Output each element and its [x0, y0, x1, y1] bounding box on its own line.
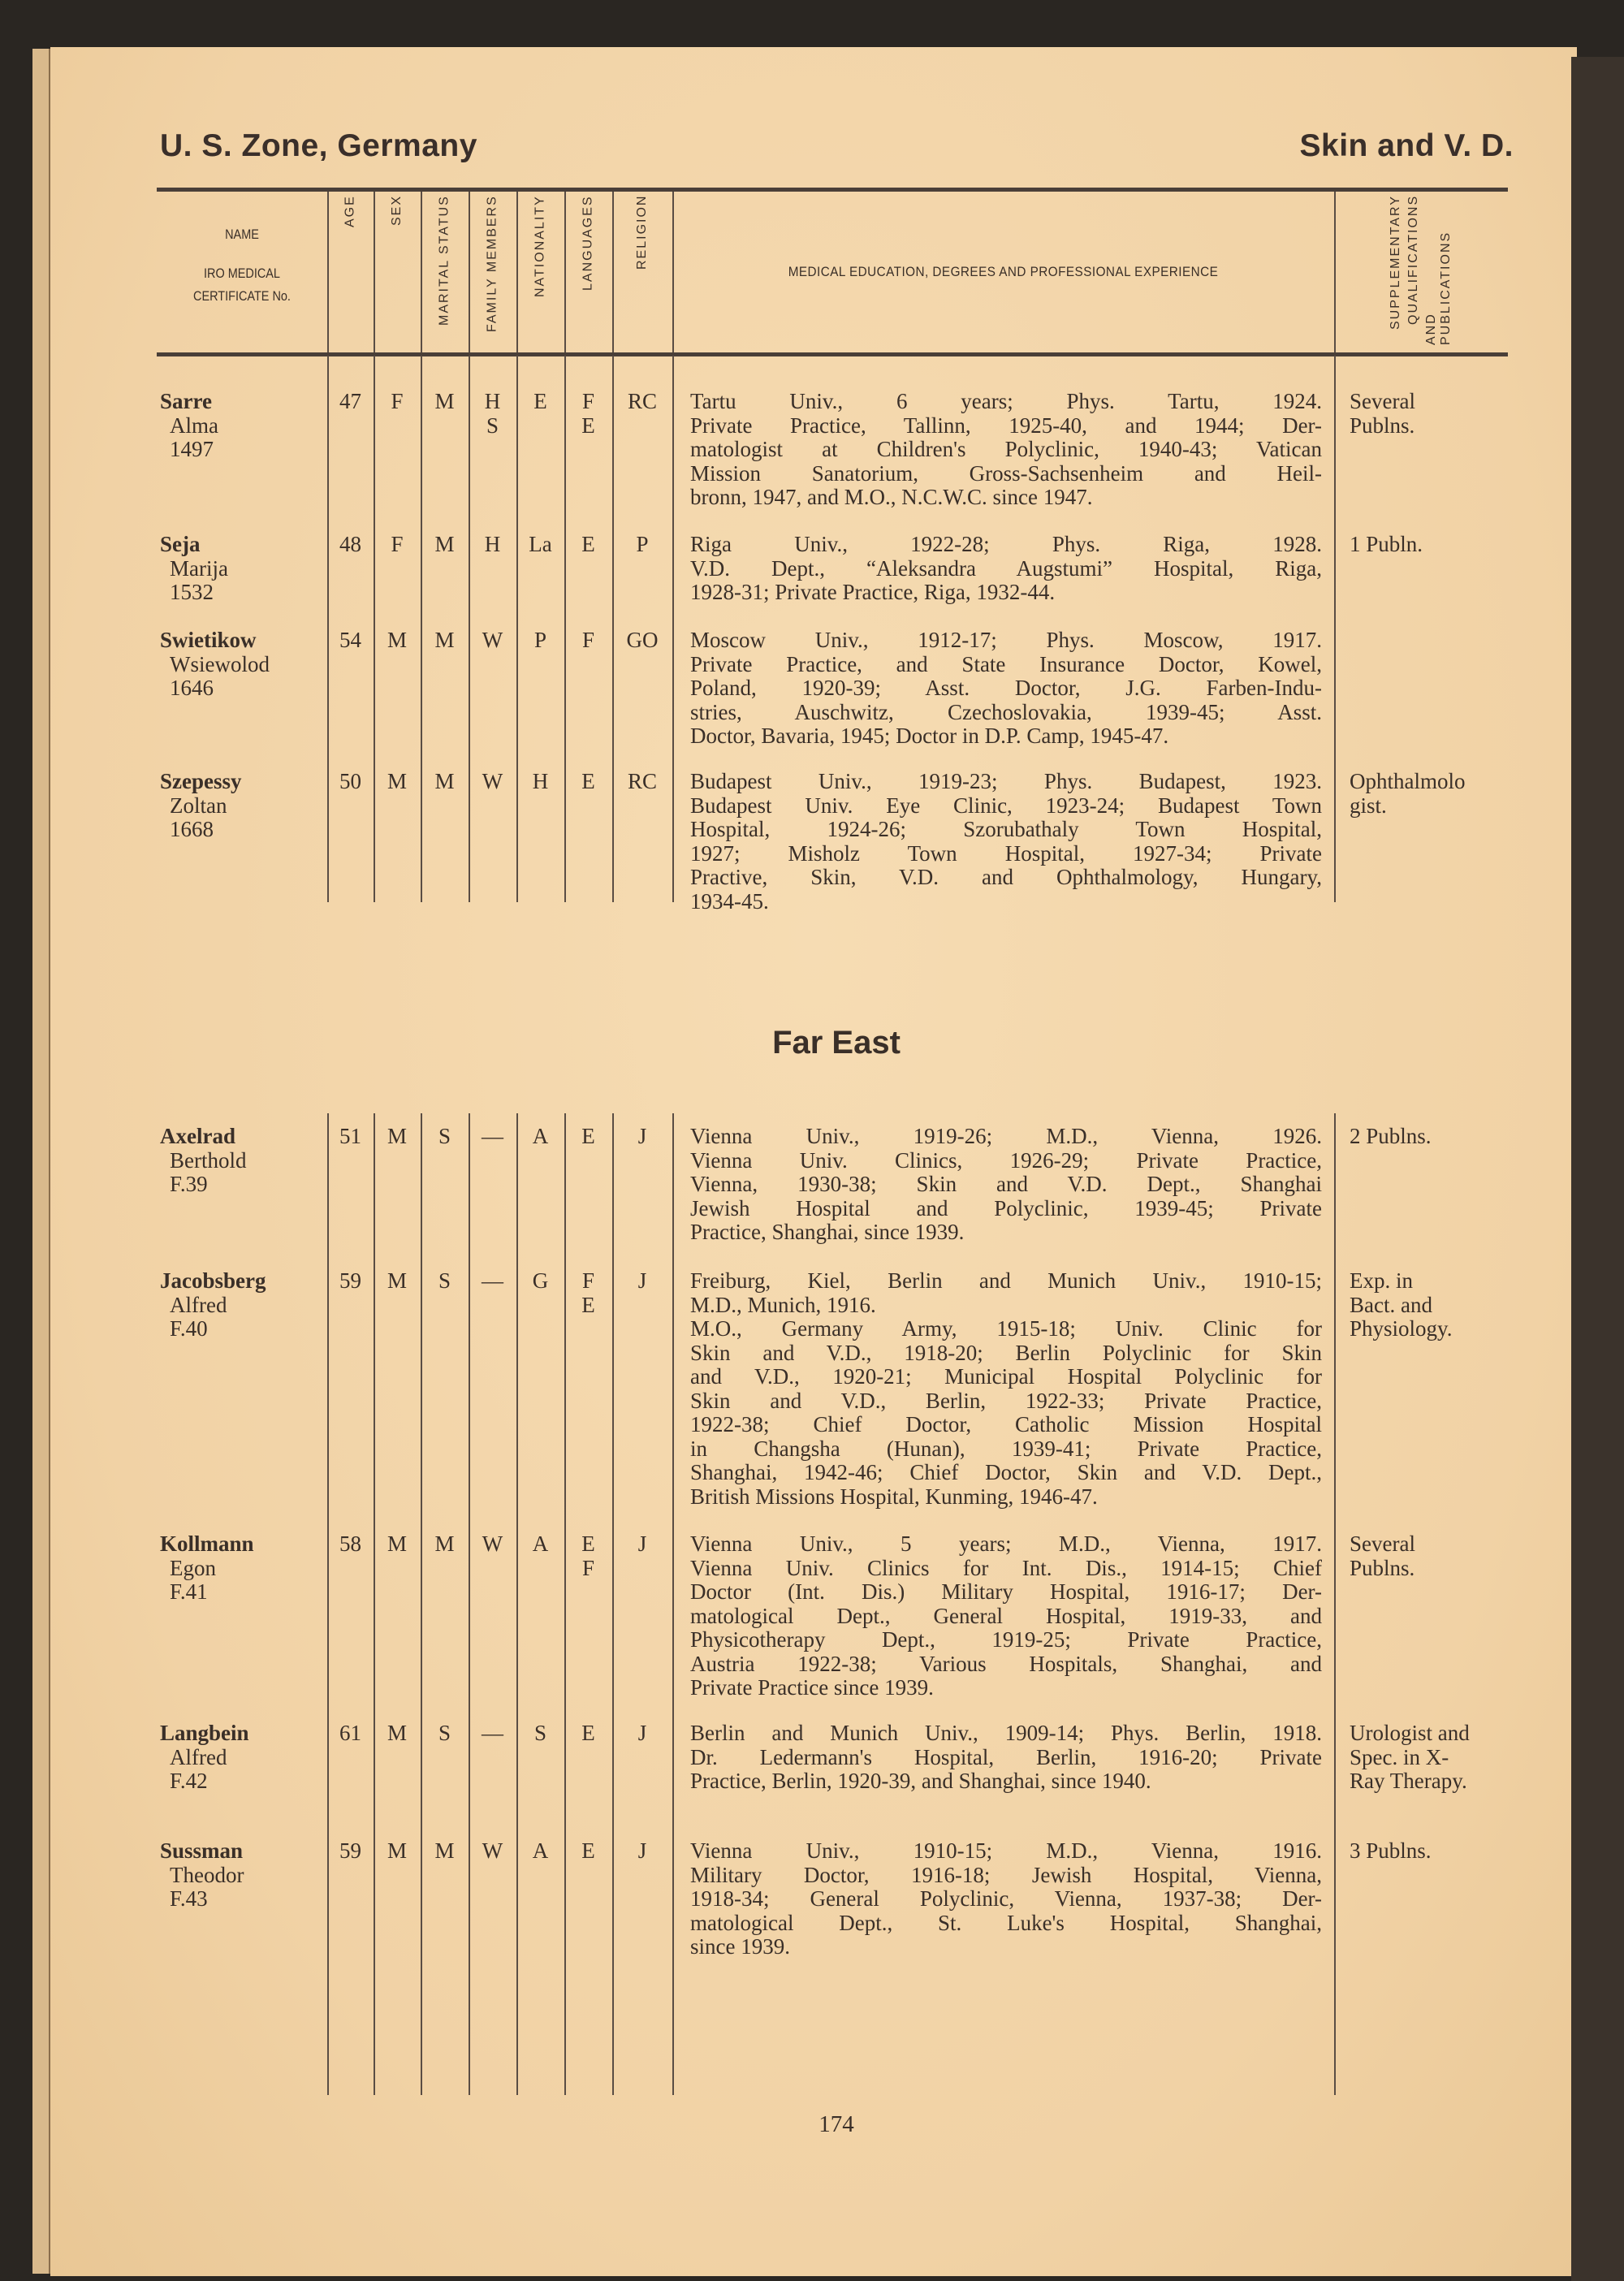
age-cell: 59	[339, 1838, 361, 1863]
supplementary-qualifications	[1350, 533, 1512, 557]
surname: Axelrad	[160, 1124, 235, 1148]
nationality-cell: P	[533, 628, 547, 652]
languages-cell	[564, 770, 612, 794]
education-line: Skin and V.D., Berlin, 1922-33; Private Practice,	[690, 1388, 1322, 1413]
column-divider	[672, 192, 674, 352]
column-header-name	[170, 223, 315, 308]
education-line: British Missions Hospital, Kunming, 1946-47.	[690, 1484, 1098, 1509]
supplementary-qualifications	[1350, 1722, 1512, 1794]
column-divider	[672, 356, 674, 902]
first-name: Egon	[170, 1555, 216, 1580]
column-divider	[672, 1113, 674, 2095]
certificate-number: 1646	[170, 676, 214, 700]
first-name: Berthold	[170, 1147, 247, 1173]
family-value: W	[482, 1838, 503, 1863]
section-title-far-east: Far East	[772, 1025, 901, 1061]
certificate-number: 1668	[170, 817, 214, 841]
languages-cell	[564, 533, 612, 557]
column-divider	[374, 192, 375, 352]
education-line: Practice, Berlin, 1920-39, and Shanghai, since 1940.	[690, 1769, 1151, 1793]
sex-cell: F	[391, 389, 404, 413]
languages-value: E	[581, 413, 595, 438]
certificate-number: F.39	[170, 1172, 208, 1196]
column-header-religion: RELIGION	[635, 195, 649, 270]
education-line: Budapest Univ. Eye Clinic, 1923-24; Budapest Town	[690, 793, 1322, 818]
languages-cell	[564, 629, 612, 653]
education-line: M.O., Germany Army, 1915-18; Univ. Clinic for	[690, 1316, 1322, 1341]
column-header-age: AGE	[343, 195, 357, 227]
nationality-cell: La	[529, 532, 552, 556]
family-cell	[469, 533, 516, 557]
family-value: —	[482, 1268, 503, 1293]
column-header-marital-status: MARITAL STATUS	[437, 195, 451, 326]
supplementary-line: Ray Therapy.	[1350, 1769, 1467, 1793]
religion-cell: P	[636, 532, 649, 556]
languages-value: F	[581, 628, 595, 652]
column-divider	[1334, 192, 1336, 352]
family-cell	[469, 390, 516, 438]
column-divider	[469, 1113, 470, 2095]
column-divider	[516, 192, 518, 352]
certificate-number: F.43	[170, 1886, 208, 1911]
column-header-education: MEDICAL EDUCATION, DEGREES AND PROFESSIONAL EXPERIENCE	[788, 264, 1219, 279]
marital-cell: M	[434, 769, 455, 793]
family-value: —	[482, 1721, 503, 1745]
supplementary-line: gist.	[1350, 793, 1387, 818]
education-line: Dr. Ledermann's Hospital, Berlin, 1916-20; Private	[690, 1744, 1322, 1769]
education-experience	[690, 1125, 1322, 1245]
education-line: Private Practice, Tallinn, 1925-40, and 1944; Der-	[690, 413, 1322, 438]
surname: Jacobsberg	[160, 1268, 266, 1293]
supp-header-line: QUALIFICATIONS	[1406, 195, 1420, 326]
supplementary-line: Publns.	[1350, 1555, 1415, 1580]
education-line: Tartu Univ., 6 years; Phys. Tartu, 1924.	[690, 389, 1322, 413]
religion-cell: J	[637, 1124, 647, 1148]
surname: Sussman	[160, 1838, 244, 1863]
religion-cell: J	[637, 1838, 647, 1863]
family-value: —	[482, 1124, 503, 1148]
supplementary-line: Physiology.	[1350, 1316, 1453, 1341]
education-line: Vienna Univ., 5 years; M.D., Vienna, 1917.	[690, 1531, 1322, 1556]
family-cell	[469, 770, 516, 794]
education-line: M.D., Munich, 1916.	[690, 1292, 876, 1317]
education-line: 1922-38; Chief Doctor, Catholic Mission Hospital	[690, 1412, 1322, 1436]
languages-cell	[564, 1722, 612, 1746]
languages-cell	[564, 1839, 612, 1864]
education-line: Shanghai, 1942-46; Chief Doctor, Skin and V.D. Dept.,	[690, 1460, 1322, 1484]
age-cell: 61	[339, 1721, 361, 1745]
education-line: and V.D., 1920-21; Municipal Hospital Polyclinic for	[690, 1364, 1322, 1389]
age-cell: 48	[339, 532, 361, 556]
top-rule	[157, 188, 1508, 192]
religion-cell: J	[637, 1721, 647, 1745]
certificate-number: F.40	[170, 1316, 208, 1341]
sex-cell: M	[387, 769, 407, 793]
supp-header-line: AND PUBLICATIONS	[1424, 231, 1453, 345]
religion-cell: RC	[627, 389, 658, 413]
surname: Kollmann	[160, 1531, 254, 1556]
supplementary-qualifications	[1350, 1269, 1512, 1341]
physician-name	[160, 1532, 254, 1605]
certificate-number: 1497	[170, 437, 214, 461]
first-name: Alfred	[170, 1292, 227, 1317]
column-divider	[612, 192, 614, 352]
religion-cell: RC	[627, 769, 658, 793]
education-line: Physicotherapy Dept., 1919-25; Private Practice,	[690, 1627, 1322, 1652]
column-divider	[564, 1113, 566, 2095]
education-line: Poland, 1920-39; Asst. Doctor, J.G. Farben-Indu-	[690, 676, 1322, 700]
supplementary-line: Exp. in	[1350, 1268, 1413, 1293]
first-name: Alma	[170, 413, 218, 438]
surname: Langbein	[160, 1721, 249, 1745]
education-line: Vienna Univ. Clinics, 1926-29; Private Practice,	[690, 1147, 1322, 1173]
education-line: Private Practice since 1939.	[690, 1675, 934, 1700]
education-line: since 1939.	[690, 1934, 790, 1959]
languages-value: F	[581, 389, 595, 413]
family-cell	[469, 1722, 516, 1746]
education-line: Vienna, 1930-38; Skin and V.D. Dept., Shanghai	[690, 1172, 1322, 1196]
family-value: H	[484, 532, 501, 556]
page-edge	[41, 49, 50, 2274]
page-number: 174	[818, 2111, 854, 2137]
education-line: 1918-34; General Polyclinic, Vienna, 1937-38; Der-	[690, 1886, 1322, 1911]
column-divider	[421, 1113, 422, 2095]
religion-cell: J	[637, 1531, 647, 1556]
supplementary-line: Spec. in X-	[1350, 1744, 1449, 1769]
education-line: Practive, Skin, V.D. and Ophthalmology, Hungary,	[690, 865, 1322, 889]
family-value: S	[486, 413, 499, 438]
supplementary-line: 2 Publns.	[1350, 1124, 1432, 1148]
supplementary-line: Publns.	[1350, 413, 1415, 438]
education-line: 1928-31; Private Practice, Riga, 1932-44.	[690, 580, 1056, 604]
nationality-cell: H	[532, 769, 549, 793]
education-line: Vienna Univ. Clinics for Int. Dis., 1914-15; Chief	[690, 1555, 1322, 1580]
physician-name	[160, 1839, 244, 1912]
age-cell: 47	[339, 389, 361, 413]
family-cell	[469, 1125, 516, 1149]
languages-value: E	[581, 1838, 595, 1863]
education-experience	[690, 1269, 1322, 1509]
languages-value: E	[581, 1531, 595, 1556]
languages-cell	[564, 390, 612, 438]
running-header-left: U. S. Zone, Germany	[160, 128, 477, 163]
education-line: Private Practice, and State Insurance Doctor, Kowel,	[690, 651, 1322, 676]
surname: Sarre	[160, 389, 212, 413]
column-header-supplementary	[1334, 195, 1508, 345]
education-experience	[690, 533, 1322, 605]
sex-cell: F	[391, 532, 404, 556]
surname: Swietikow	[160, 628, 257, 652]
family-value: W	[482, 628, 503, 652]
education-experience	[690, 629, 1322, 749]
age-cell: 58	[339, 1531, 361, 1556]
column-header-sex: SEX	[390, 195, 404, 227]
header-bottom-rule	[157, 352, 1508, 356]
education-line: Hospital, 1924-26; Szorubathaly Town Hospital,	[690, 817, 1322, 841]
languages-value: E	[581, 1292, 595, 1317]
nationality-cell: A	[532, 1838, 549, 1863]
languages-value: F	[581, 1555, 595, 1580]
marital-cell: M	[434, 1838, 455, 1863]
education-line: Skin and V.D., 1918-20; Berlin Polyclinic for Skin	[690, 1340, 1322, 1365]
languages-value: F	[581, 1268, 595, 1293]
column-divider	[327, 192, 329, 352]
education-line: 1927; Misholz Town Hospital, 1927-34; Private	[690, 840, 1322, 866]
sex-cell: M	[387, 628, 407, 652]
certificate-number: F.42	[170, 1769, 208, 1793]
name-header-line: NAME	[225, 227, 259, 242]
marital-cell: S	[438, 1124, 451, 1148]
marital-cell: M	[434, 532, 455, 556]
surname: Szepessy	[160, 769, 242, 793]
languages-value: E	[581, 769, 595, 793]
nationality-cell: G	[532, 1268, 549, 1293]
education-line: Mission Sanatorium, Gross-Sachsenheim and Heil-	[690, 460, 1322, 486]
family-value: W	[482, 1531, 503, 1556]
column-header-languages: LANGUAGES	[581, 195, 595, 291]
family-cell	[469, 1269, 516, 1294]
education-line: bronn, 1947, and M.O., N.C.W.C. since 1947.	[690, 485, 1093, 509]
languages-cell	[564, 1269, 612, 1317]
education-experience	[690, 1532, 1322, 1700]
column-divider	[469, 192, 470, 352]
languages-value: E	[581, 1721, 595, 1745]
physician-name	[160, 1269, 266, 1341]
first-name: Marija	[170, 555, 228, 581]
nationality-cell: E	[533, 389, 547, 413]
certificate-number: F.41	[170, 1579, 208, 1604]
religion-cell: J	[637, 1268, 647, 1293]
supplementary-qualifications	[1350, 770, 1512, 818]
languages-cell	[564, 1125, 612, 1149]
column-divider	[327, 1113, 329, 2095]
education-line: Moscow Univ., 1912-17; Phys. Moscow, 1917.	[690, 628, 1322, 652]
supplementary-line: Urologist and	[1350, 1721, 1470, 1745]
family-value: W	[482, 769, 503, 793]
column-divider	[1334, 356, 1336, 902]
physician-name	[160, 390, 218, 462]
education-line: Doctor (Int. Dis.) Military Hospital, 1916-17; Der-	[690, 1579, 1322, 1604]
marital-cell: M	[434, 389, 455, 413]
supplementary-line: Several	[1350, 1531, 1415, 1556]
education-experience	[690, 770, 1322, 914]
running-header-right: Skin and V. D.	[1299, 128, 1514, 163]
column-divider	[564, 192, 566, 352]
first-name: Zoltan	[170, 793, 227, 818]
languages-value: E	[581, 1124, 595, 1148]
supplementary-line: Several	[1350, 389, 1415, 413]
name-header-line: IRO MEDICAL	[204, 266, 280, 281]
sex-cell: M	[387, 1838, 407, 1863]
education-line: matologist at Children's Polyclinic, 1940-43; Vatican	[690, 437, 1322, 461]
education-experience	[690, 1839, 1322, 1959]
education-line: Riga Univ., 1922-28; Phys. Riga, 1928.	[690, 532, 1322, 556]
nationality-cell: S	[533, 1721, 547, 1745]
family-cell	[469, 629, 516, 653]
age-cell: 59	[339, 1268, 361, 1293]
education-line: Austria 1922-38; Various Hospitals, Shanghai, and	[690, 1651, 1322, 1676]
column-divider	[421, 192, 422, 352]
education-line: Vienna Univ., 1910-15; M.D., Vienna, 1916.	[690, 1838, 1322, 1863]
marital-cell: S	[438, 1721, 451, 1745]
age-cell: 54	[339, 628, 361, 652]
education-line: Jewish Hospital and Polyclinic, 1939-45; Private	[690, 1195, 1322, 1220]
age-cell: 50	[339, 769, 361, 793]
education-line: V.D. Dept., “Aleksandra Augstumi” Hospital, Riga,	[690, 555, 1322, 581]
education-line: Freiburg, Kiel, Berlin and Munich Univ., 1910-15;	[690, 1268, 1322, 1293]
surname: Seja	[160, 532, 201, 556]
education-line: matological Dept., St. Luke's Hospital, Shanghai,	[690, 1910, 1322, 1935]
supplementary-qualifications	[1350, 390, 1512, 438]
education-line: Practice, Shanghai, since 1939.	[690, 1220, 965, 1244]
education-line: in Changsha (Hunan), 1939-41; Private Practice,	[690, 1436, 1322, 1461]
supplementary-line: Ophthalmolo	[1350, 769, 1466, 793]
education-line: Military Doctor, 1916-18; Jewish Hospital, Vienna,	[690, 1862, 1322, 1887]
supplementary-line: 3 Publns.	[1350, 1838, 1432, 1863]
column-divider	[516, 1113, 518, 2095]
supplementary-line: Bact. and	[1350, 1292, 1432, 1317]
supplementary-qualifications	[1350, 1125, 1512, 1149]
physician-name	[160, 1722, 249, 1794]
languages-cell	[564, 1532, 612, 1580]
column-divider	[1334, 1113, 1336, 2095]
education-line: Vienna Univ., 1919-26; M.D., Vienna, 1926.	[690, 1124, 1322, 1148]
supp-header-line: SUPPLEMENTARY	[1389, 195, 1402, 330]
family-value: H	[484, 389, 501, 413]
physician-name	[160, 629, 270, 701]
age-cell: 51	[339, 1124, 361, 1148]
education-experience	[690, 1722, 1322, 1794]
sex-cell: M	[387, 1124, 407, 1148]
education-experience	[690, 390, 1322, 510]
name-header-line: CERTIFICATE No.	[193, 288, 291, 304]
physician-name	[160, 533, 228, 605]
sex-cell: M	[387, 1268, 407, 1293]
column-divider	[374, 1113, 375, 2095]
family-cell	[469, 1532, 516, 1557]
education-line: stries, Auschwitz, Czechoslovakia, 1939-45; Asst.	[690, 699, 1322, 724]
nationality-cell: A	[532, 1531, 549, 1556]
family-cell	[469, 1839, 516, 1864]
physician-name	[160, 770, 242, 842]
column-divider	[612, 1113, 614, 2095]
education-line: Doctor, Bavaria, 1945; Doctor in D.P. Camp, 1945-47.	[690, 724, 1169, 748]
religion-cell: GO	[626, 628, 659, 652]
education-line: matological Dept., General Hospital, 1919-33, and	[690, 1603, 1322, 1628]
education-line: Budapest Univ., 1919-23; Phys. Budapest, 1923.	[690, 769, 1322, 793]
column-header-nationality: NATIONALITY	[533, 195, 547, 297]
marital-cell: S	[438, 1268, 451, 1293]
column-header-family-members: FAMILY MEMBERS	[485, 195, 499, 332]
supplementary-line: 1 Publn.	[1350, 532, 1423, 556]
nationality-cell: A	[532, 1124, 549, 1148]
sex-cell: M	[387, 1721, 407, 1745]
supplementary-qualifications	[1350, 1839, 1512, 1864]
education-line: 1934-45.	[690, 888, 769, 914]
supplementary-qualifications	[1350, 1532, 1512, 1580]
languages-value: E	[581, 532, 595, 556]
sex-cell: M	[387, 1531, 407, 1556]
first-name: Wsiewolod	[170, 651, 270, 676]
education-line: Berlin and Munich Univ., 1909-14; Phys. Berlin, 1918.	[690, 1721, 1322, 1745]
first-name: Theodor	[170, 1862, 244, 1887]
physician-name	[160, 1125, 247, 1197]
marital-cell: M	[434, 628, 455, 652]
certificate-number: 1532	[170, 580, 214, 604]
marital-cell: M	[434, 1531, 455, 1556]
facing-page-edge	[1571, 57, 1624, 2281]
first-name: Alfred	[170, 1744, 227, 1769]
